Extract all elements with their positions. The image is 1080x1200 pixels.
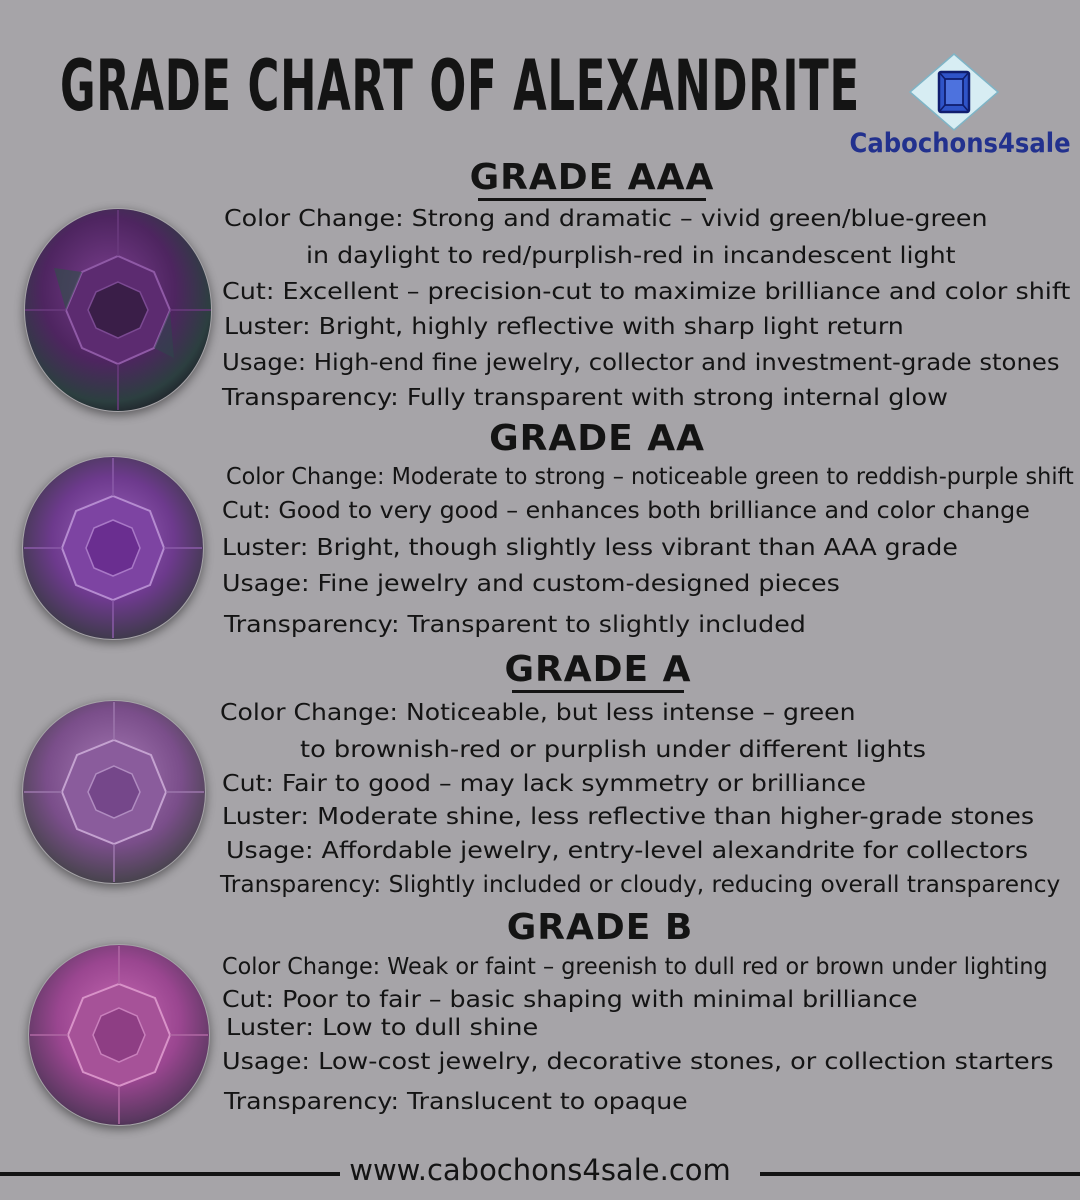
grade-aa-line: Luster: Bright, though slightly less vibrant than AAA grade (222, 535, 958, 561)
grade-a-line: Color Change: Noticeable, but less intense – green (220, 700, 856, 726)
grade-aaa-title: GRADE AAA (469, 157, 715, 198)
grade-a-underline (512, 690, 684, 693)
grade-aaa-line: Transparency: Fully transparent with strong internal glow (222, 385, 948, 411)
emerald-cut-gem-icon (908, 52, 1000, 132)
grade-aa-line: Color Change: Moderate to strong – noticeable green to reddish-purple shift (226, 464, 1074, 490)
grade-aaa-line: in daylight to red/purplish-red in incandescent light (306, 243, 956, 269)
grade-b-gem-image (28, 944, 210, 1126)
grade-a-line: to brownish-red or purplish under different lights (300, 737, 927, 763)
grade-aaa-gem-image (24, 208, 212, 412)
grade-aaa-line: Color Change: Strong and dramatic – vivid green/blue-green (224, 206, 988, 232)
brand-name: Cabochons4sale (849, 128, 1071, 159)
grade-a-gem-image (22, 700, 206, 884)
grade-aa-line: Usage: Fine jewelry and custom-designed pieces (222, 571, 840, 597)
page-title: GRADE CHART OF ALEXANDRITE (60, 45, 860, 127)
grade-a-line: Cut: Fair to good – may lack symmetry or brilliance (222, 771, 866, 797)
grade-aa-line: Cut: Good to very good – enhances both brilliance and color change (222, 498, 1030, 524)
grade-b-title: GRADE B (506, 907, 694, 948)
grade-aaa-line: Usage: High-end fine jewelry, collector and investment-grade stones (222, 350, 1060, 376)
grade-aa-gem-image (22, 456, 204, 640)
grade-b-line: Cut: Poor to fair – basic shaping with minimal brilliance (222, 987, 918, 1013)
grade-a-line: Luster: Moderate shine, less reflective than higher-grade stones (222, 804, 1035, 830)
grade-b-line: Transparency: Translucent to opaque (224, 1089, 688, 1115)
grade-aaa-line: Luster: Bright, highly reflective with sharp light return (224, 314, 904, 340)
grade-a-line: Transparency: Slightly included or cloudy, reducing overall transparency (220, 872, 1061, 898)
grade-aa-line: Transparency: Transparent to slightly included (224, 612, 806, 638)
grade-a-title: GRADE A (504, 649, 692, 690)
grade-aaa-underline (478, 198, 706, 201)
grade-b-line: Luster: Low to dull shine (226, 1015, 539, 1041)
grade-a-line: Usage: Affordable jewelry, entry-level alexandrite for collectors (226, 838, 1029, 864)
grade-b-line: Usage: Low-cost jewelry, decorative stones, or collection starters (222, 1049, 1054, 1075)
grade-b-line: Color Change: Weak or faint – greenish to dull red or brown under lighting (222, 954, 1048, 980)
grade-aaa-line: Cut: Excellent – precision-cut to maximize brilliance and color shift (222, 279, 1071, 305)
footer-url: www.cabochons4sale.com (349, 1153, 731, 1187)
grade-aa-title: GRADE AA (489, 418, 705, 459)
